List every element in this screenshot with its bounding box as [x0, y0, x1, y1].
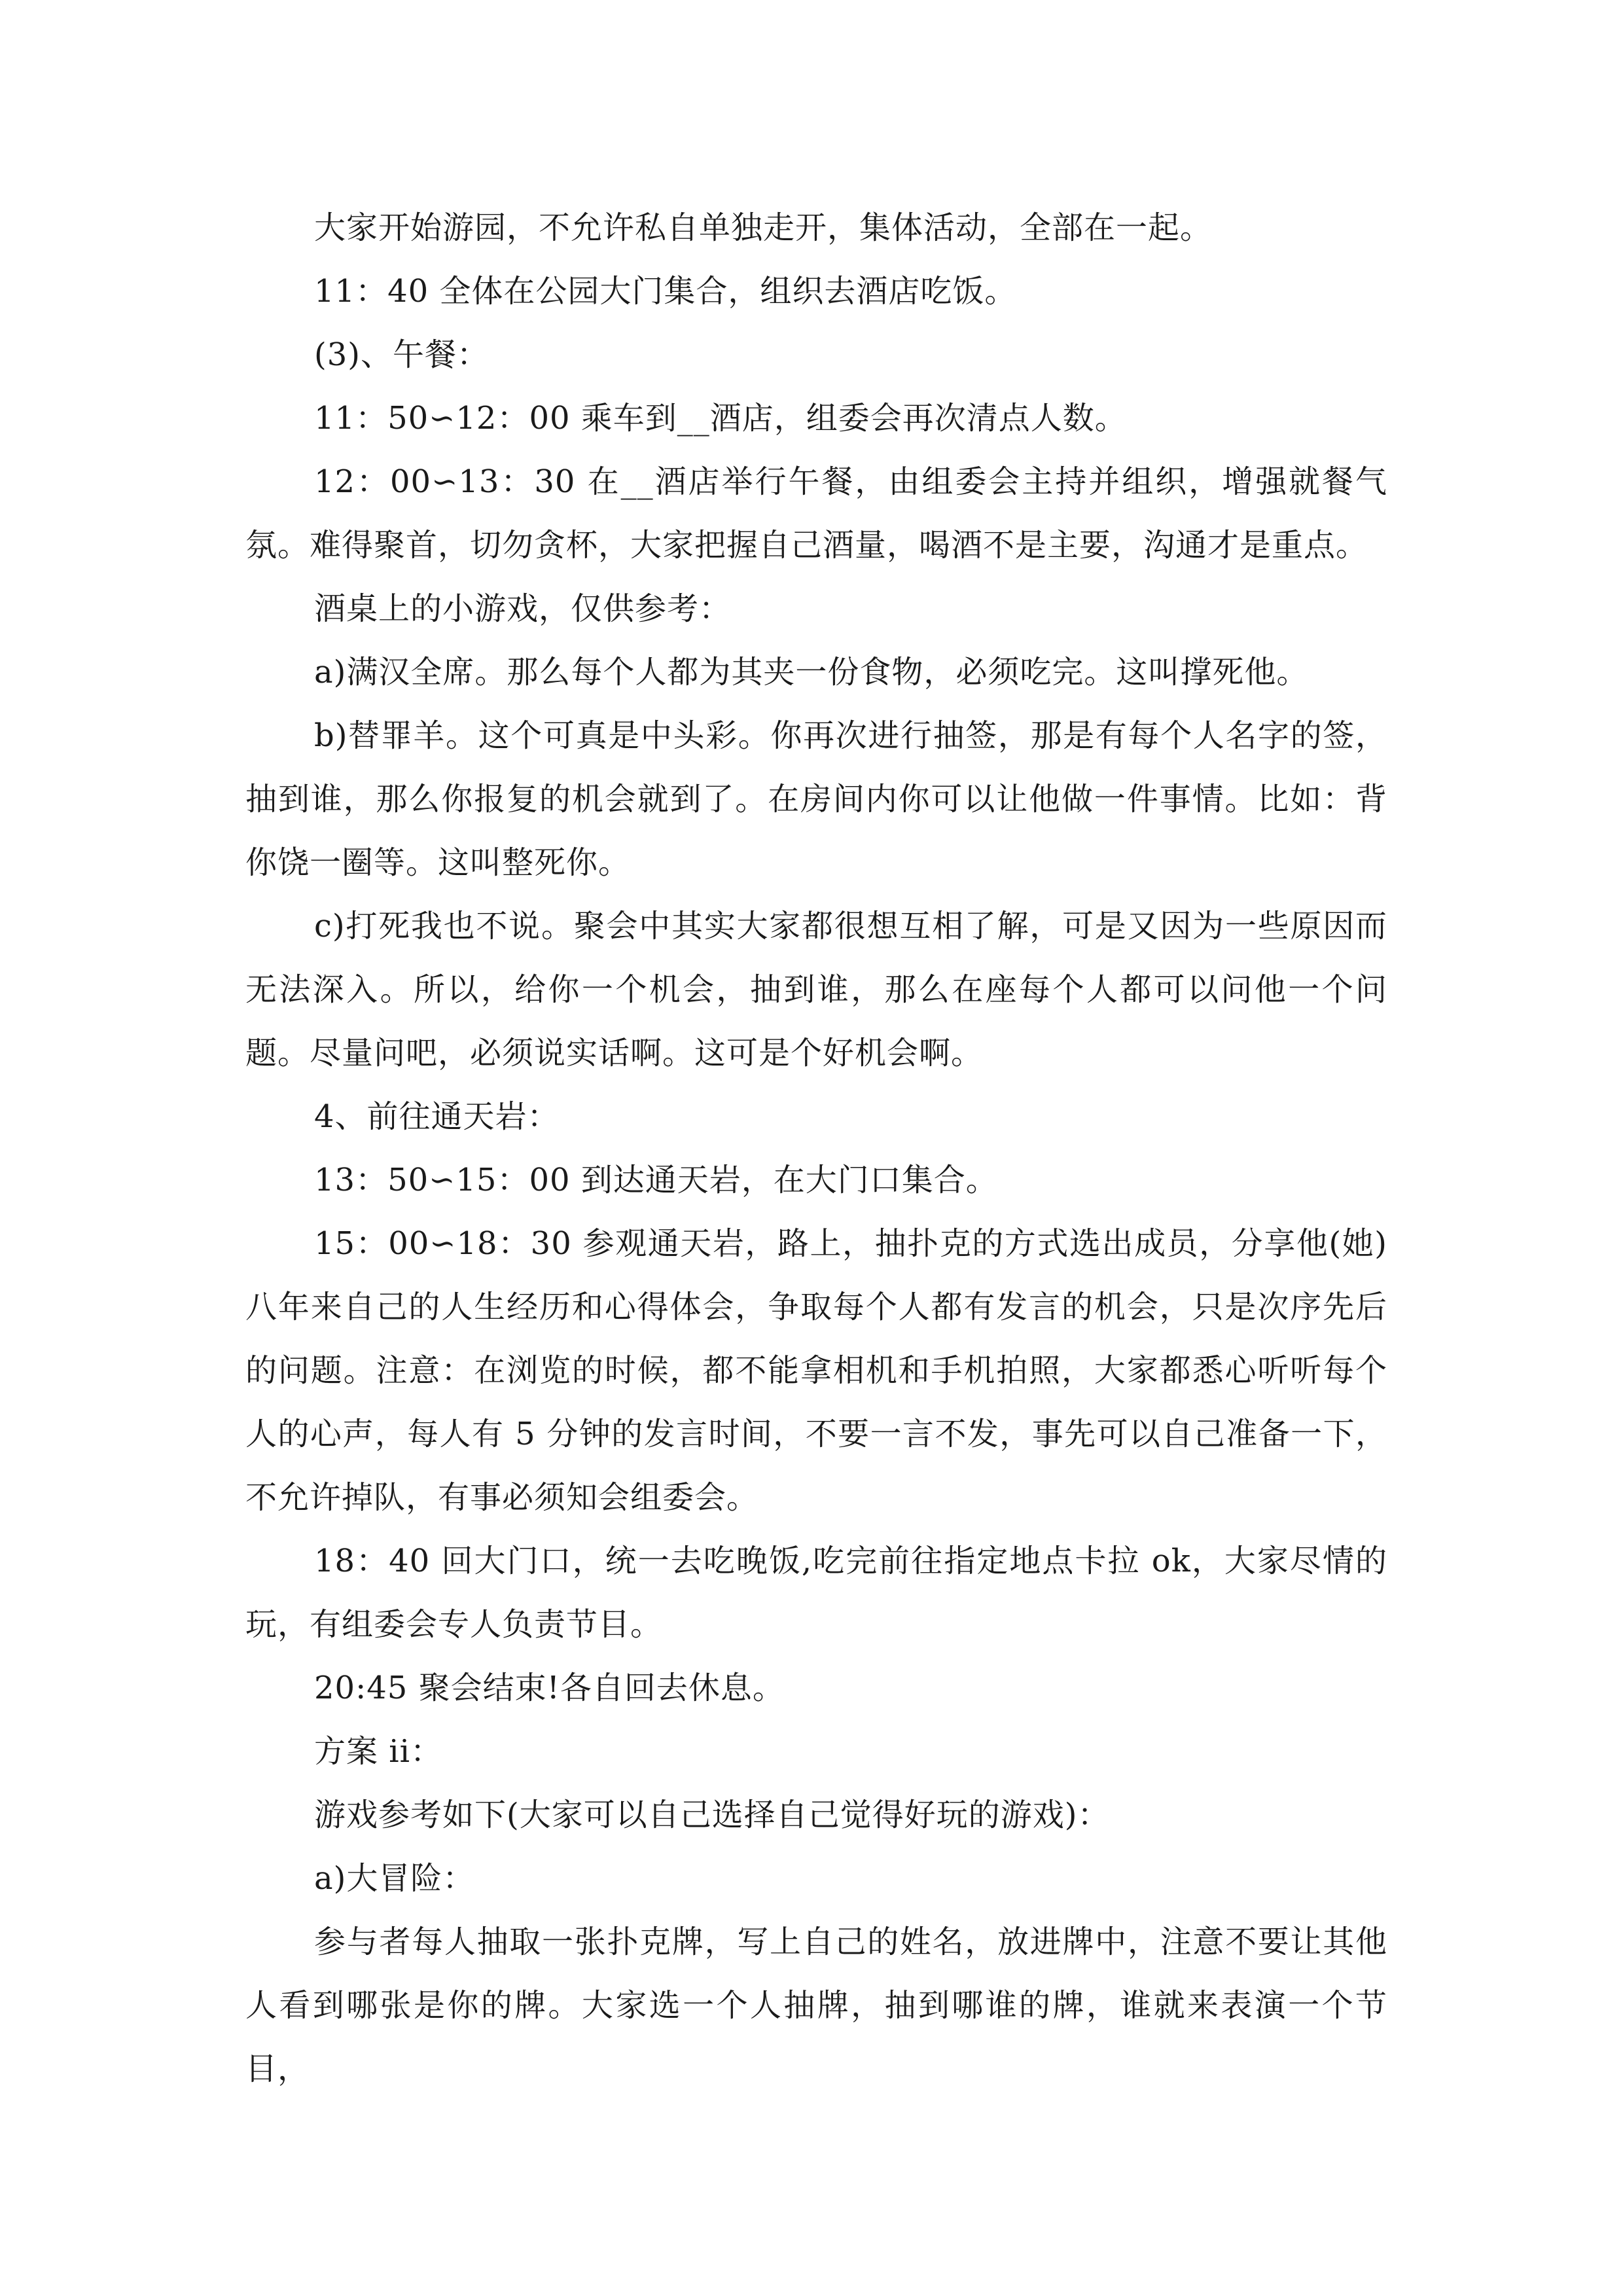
paragraph-adventure-rules: 参与者每人抽取一张扑克牌，写上自己的姓名，放进牌中，注意不要让其他人看到哪张是你的牌。大家选一个人抽牌，抽到哪谁的牌，谁就来表演一个节目， — [245, 1924, 1387, 2087]
paragraph-1500-visit: 15：00∽18：30 参观通天岩，路上，抽扑克的方式选出成员，分享他(她)八年来自己的人生经历和心得体会，争取每个人都有发言的机会，只是次序先后的问题。注意：在浏览的时候，都不能拿相机和手机拍照，大家都悉心听听每个人的心声，每人有 5 分钟的发言时间，不要一言不发，事先可以自己准备一下，不允许掉队，有事必须知会组委会。 — [245, 1225, 1387, 1516]
paragraph-game-b: b)替罪羊。这个可真是中头彩。你再次进行抽签，那是有每个人名字的签，抽到谁，那么你报复的机会就到了。在房间内你可以让他做一件事情。比如：背你饶一圈等。这叫整死你。 — [245, 717, 1387, 881]
heading-adventure: a)大冒险： — [314, 1860, 475, 1897]
paragraph-table-games: 酒桌上的小游戏，仅供参考： — [314, 590, 732, 627]
heading-plan-ii: 方案 ii： — [314, 1733, 442, 1770]
paragraph-1140-gather: 11：40 全体在公园大门集合，组织去酒店吃饭。 — [314, 273, 1017, 310]
paragraph-game-c: c)打死我也不说。聚会中其实大家都很想互相了解，可是又因为一些原因而无法深入。所以，给你一个机会，抽到谁，那么在座每个人都可以问他一个问题。尽量问吧，必须说实话啊。这可是个好机会啊。 — [245, 908, 1387, 1071]
paragraph-free-tour: 大家开始游园，不允许私自单独走开，集体活动，全部在一起。 — [314, 209, 1213, 246]
paragraph-1840-dinner: 18：40 回大门口，统一去吃晚饭,吃完前往指定地点卡拉 ok，大家尽情的玩，有组委会专人负责节目。 — [245, 1543, 1387, 1643]
paragraph-game-a: a)满汉全席。那么每个人都为其夹一份食物，必须吃完。这叫撑死他。 — [314, 654, 1309, 691]
paragraph-1150-bus: 11：50∽12：00 乘车到__酒店，组委会再次清点人数。 — [314, 400, 1127, 437]
heading-tongtianyan: 4、前往通天岩： — [314, 1098, 560, 1135]
heading-lunch: (3)、午餐： — [314, 336, 489, 373]
paragraph-1350-arrive: 13：50∽15：00 到达通天岩，在大门口集合。 — [314, 1162, 998, 1198]
paragraph-game-reference: 游戏参考如下(大家可以自己选择自己觉得好玩的游戏)： — [314, 1797, 1110, 1833]
paragraph-2045-end: 20:45 聚会结束!各自回去休息。 — [314, 1670, 785, 1706]
paragraph-1200-lunch: 12：00∽13：30 在__酒店举行午餐，由组委会主持并组织，增强就餐气氛。难得聚首，切勿贪杯，大家把握自己酒量，喝酒不是主要，沟通才是重点。 — [245, 463, 1387, 564]
document-body — [245, 196, 1387, 2101]
